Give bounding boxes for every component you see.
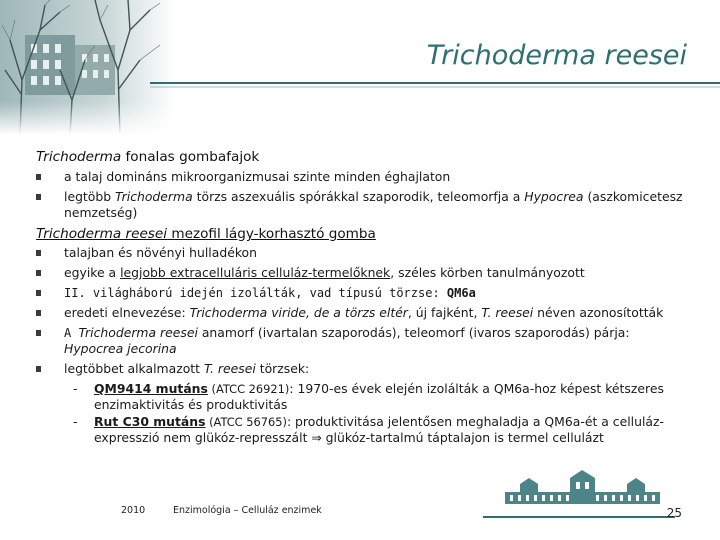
dash-marker: - [73, 414, 78, 429]
strain-item [36, 381, 686, 413]
strain-description: : 1970-es évek elején izolálták a QM6a-hoz képest kétszeres enzimaktivitás és produktivitás [94, 381, 664, 412]
bullet-text: II. világháború idején izolálták, vad típusú törzse: [64, 286, 447, 300]
page-number: 25 [666, 506, 682, 520]
slide-title: Trichoderma reesei [426, 40, 687, 71]
strain-atcc: (ATCC 56765) [205, 415, 287, 429]
bullet-text: törzs aszexuális spórákkal szaporodik, teleomorfja a [192, 189, 525, 204]
footer-year: 2010 [121, 505, 146, 516]
section-2-italic: Trichoderma reesei [36, 226, 168, 242]
bullet-marker [36, 330, 41, 336]
bullet-text: talajban és növényi hulladékon [64, 245, 257, 260]
bullet-marker [36, 250, 41, 256]
bullet-text: , széles körben tanulmányozott [390, 265, 585, 280]
bullet [36, 169, 686, 185]
bullet-text: anamorf (ivartalan szaporodás), teleomorf (ivaros szaporodás) párja: [197, 325, 630, 340]
bullet-text: egyike a [64, 265, 121, 280]
section-1-text: fonalas gombafajok [121, 149, 260, 165]
bullet-text: legtöbb [64, 189, 116, 204]
bullet-text-italic: Trichoderma reesei [78, 325, 198, 340]
footer-rule [483, 516, 675, 518]
bullet-text: a talaj domináns mikroorganizmusai szinte minden éghajlaton [64, 169, 451, 184]
strain-description: : produktivitása jelentősen meghaladja a QM6a-ét a celluláz-expresszió nem glükóz-represszált ⇒ glükóz-tartalmú táptalajon is termel cellulázt [94, 414, 664, 445]
bullet-text-italic: Trichoderma [115, 189, 193, 204]
section-heading-1 [36, 148, 686, 167]
section-1-italic: Trichoderma [36, 149, 122, 165]
university-building-logo [500, 470, 665, 516]
bullet [36, 265, 686, 281]
bullet-text: legtöbbet alkalmazott [64, 361, 204, 376]
bullet-text-italic: T. reesei [203, 361, 256, 376]
bullet-text: (aszkomicetesz nemzetség) [64, 189, 683, 220]
bullet [36, 189, 686, 221]
bullet [36, 325, 686, 357]
bullet-marker [36, 174, 41, 180]
strain-name: QM9414 mutáns [94, 381, 208, 396]
bullet-marker [36, 310, 41, 316]
bullet-text: , új fajként, [407, 305, 482, 320]
bullet-marker [36, 290, 41, 296]
bullet-text: eredeti elnevezése: [64, 305, 190, 320]
slide-body [36, 148, 686, 447]
bullet [36, 285, 686, 301]
bullet-text-italic: Trichoderma viride, de a törzs eltér [189, 305, 408, 320]
bullet-marker [36, 194, 41, 200]
bullet-text-italic: Hypocrea [524, 189, 584, 204]
bullet-marker [36, 366, 41, 372]
bullet-text: néven azonosították [533, 305, 664, 320]
bullet-text-italic: Hypocrea jecorina [64, 341, 177, 356]
header-rule [0, 81, 720, 99]
bullet-text-italic: T. reesei [481, 305, 534, 320]
section-heading-2 [36, 225, 686, 244]
dash-marker: - [73, 381, 78, 396]
bullet [36, 305, 686, 321]
bullet [36, 245, 686, 261]
strain-name: Rut C30 mutáns [94, 414, 206, 429]
header-photo [0, 0, 175, 135]
bullet-text: törzsek: [255, 361, 310, 376]
section-2-text: mezofil lágy-korhasztó gomba [167, 226, 376, 242]
bullet-text: A [64, 326, 79, 340]
bullet [36, 361, 686, 377]
strain-atcc: (ATCC 26921) [207, 382, 290, 396]
bullet-marker [36, 270, 41, 276]
bullet-text-underlined: legjobb extracelluláris celluláz-termelőknek [120, 265, 391, 280]
strain-item [36, 414, 686, 446]
strain-name-qm6a: QM6a [446, 286, 476, 300]
footer-course-title: Enzimológia – Celluláz enzimek [173, 505, 322, 516]
